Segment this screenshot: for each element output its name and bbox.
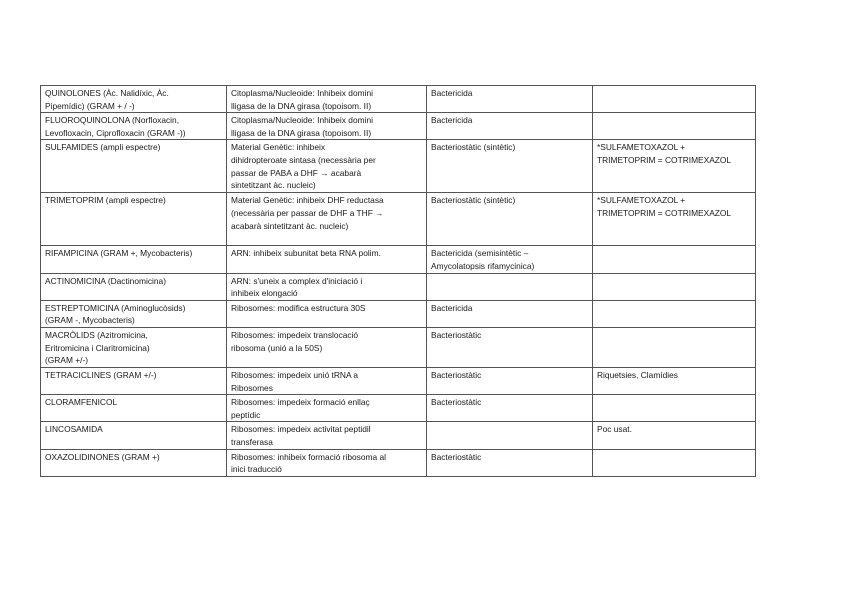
table-row — [41, 140, 756, 193]
action-cell: Bactericida — [427, 86, 593, 113]
table-row — [41, 273, 756, 300]
action-cell: Bactericida — [427, 300, 593, 327]
action-cell: Bacteriostàtic — [427, 449, 593, 476]
drug-name-cell: TRIMETOPRIM (ampli espectre) — [41, 193, 227, 246]
action-cell: Bacteriostàtic (sintètic) — [427, 193, 593, 246]
drug-name-cell: MACRÒLIDS (Azitromicina, Eritromicina i Claritromicina) (GRAM +/-) — [41, 327, 227, 367]
action-cell: Bacteriostàtic — [427, 395, 593, 422]
drug-name-cell: SULFAMIDES (ampli espectre) — [41, 140, 227, 193]
notes-cell — [593, 246, 756, 273]
action-cell: Bacteriostàtic — [427, 367, 593, 394]
table-row — [41, 422, 756, 449]
table-row — [41, 367, 756, 394]
notes-cell — [593, 86, 756, 113]
mechanism-cell: Material Genètic: inhibeix DHF reductasa (necessària per passar de DHF a THF → acabarà sintetitzant àc. nucleic) — [227, 193, 427, 246]
drug-name-cell: TETRACICLINES (GRAM +/-) — [41, 367, 227, 394]
table-row — [41, 395, 756, 422]
notes-cell — [593, 273, 756, 300]
notes-cell: Poc usat. — [593, 422, 756, 449]
mechanism-cell: Ribosomes: impedeix activitat peptidil transferasa — [227, 422, 427, 449]
table-row — [41, 449, 756, 476]
action-cell: Bacteriostàtic — [427, 327, 593, 367]
notes-cell — [593, 395, 756, 422]
drug-name-cell: ESTREPTOMICINA (Aminoglucòsids) (GRAM -, Mycobacteris) — [41, 300, 227, 327]
action-cell: Bacteriostàtic (sintètic) — [427, 140, 593, 193]
mechanism-cell: Ribosomes: impedeix unió tRNA a Ribosomes — [227, 367, 427, 394]
table-row — [41, 246, 756, 273]
action-cell — [427, 273, 593, 300]
mechanism-cell: Ribosomes: impedeix translocació ribosoma (unió a la 50S) — [227, 327, 427, 367]
mechanism-cell: Ribosomes: impedeix formació enllaç peptídic — [227, 395, 427, 422]
drug-name-cell: LINCOSAMIDA — [41, 422, 227, 449]
antibiotics-table — [40, 85, 756, 477]
action-cell: Bactericida — [427, 113, 593, 140]
table-row — [41, 193, 756, 246]
drug-name-cell: CLORAMFENICOL — [41, 395, 227, 422]
mechanism-cell: Citoplasma/Nucleoide: Inhibeix domini lligasa de la DNA girasa (topoisom. II) — [227, 86, 427, 113]
drug-name-cell: ACTINOMICINA (Dactinomicina) — [41, 273, 227, 300]
mechanism-cell: Material Genètic: inhibeix dihidropteroate sintasa (necessària per passar de PABA a DHF → acabarà sintetitzant àc. nucleic) — [227, 140, 427, 193]
drug-name-cell: RIFAMPICINA (GRAM +, Mycobacteris) — [41, 246, 227, 273]
notes-cell: Riquetsies, Clamídies — [593, 367, 756, 394]
action-cell: Bactericida (semisintètic – Amycolatopsis rifamycinica) — [427, 246, 593, 273]
mechanism-cell: ARN: inhibeix subunitat beta RNA polim. — [227, 246, 427, 273]
notes-cell — [593, 300, 756, 327]
notes-cell — [593, 327, 756, 367]
action-cell — [427, 422, 593, 449]
mechanism-cell: ARN: s'uneix a complex d'iniciació i inhibeix elongació — [227, 273, 427, 300]
mechanism-cell: Ribosomes: inhibeix formació ribosoma al inici traducció — [227, 449, 427, 476]
table-row — [41, 327, 756, 367]
table-row — [41, 300, 756, 327]
notes-cell — [593, 113, 756, 140]
notes-cell: *SULFAMETOXAZOL + TRIMETOPRIM = COTRIMEXAZOL — [593, 193, 756, 246]
drug-name-cell: QUINOLONES (Àc. Nalidíxic, Àc. Pipemídic) (GRAM + / -) — [41, 86, 227, 113]
drug-name-cell: OXAZOLIDINONES (GRAM +) — [41, 449, 227, 476]
mechanism-cell: Ribosomes: modifica estructura 30S — [227, 300, 427, 327]
notes-cell: *SULFAMETOXAZOL + TRIMETOPRIM = COTRIMEXAZOL — [593, 140, 756, 193]
table-row — [41, 86, 756, 113]
notes-cell — [593, 449, 756, 476]
table-row — [41, 113, 756, 140]
mechanism-cell: Citoplasma/Nucleoide: Inhibeix domini lligasa de la DNA girasa (topoisom. II) — [227, 113, 427, 140]
drug-name-cell: FLUOROQUINOLONA (Norfloxacin, Levofloxacin, Ciprofloxacin (GRAM -)) — [41, 113, 227, 140]
